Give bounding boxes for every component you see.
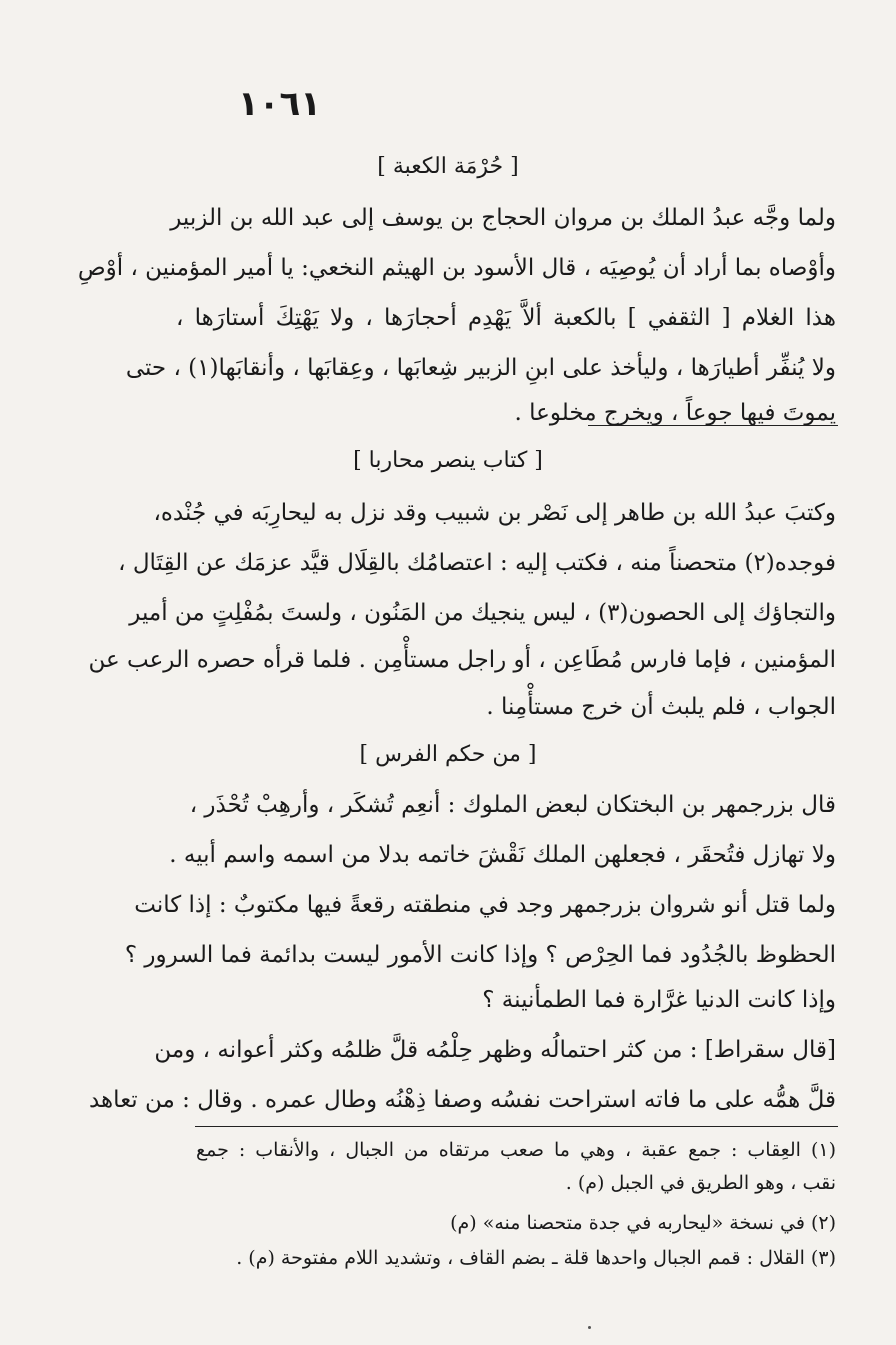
body-line: وكتبَ عبدُ الله بن طاهر إلى نَصْر بن شبيب وقد نزل به ليحارِبَه في جُنْده، [153, 500, 836, 526]
body-line: قال بزرجمهر بن البختكان لبعض الملوك : أنعِم تُشكَر ، وأرهِبْ تُحْذَر ، [189, 792, 836, 818]
body-line: هذا الغلام [ الثقفي ] بالكعبة ألاَّ يَهْدِم أحجارَها ، ولا يَهْتِكَ أستارَها ، [176, 305, 836, 331]
body-line: ولا يُنفِّر أطيارَها ، وليأخذ على ابنِ الزبير شِعابَها ، وعِقابَها ، وأنقابَها(١) ، حتى [125, 355, 836, 381]
footnote-separator [195, 1126, 838, 1127]
footnote-line: (١) العِقاب : جمع عقبة ، وهي ما صعب مرتقاه من الجبال ، والأنقاب : جمع [196, 1139, 836, 1161]
separator-rule [588, 425, 838, 426]
section-heading-persian-wisdom: [ من حكم الفرس ] [359, 742, 537, 767]
footnote-line: (٢) في نسخة «ليحاربه في جدة متحصنا منه» (م) [450, 1212, 836, 1234]
section-heading-letter: [ كتاب ينصر محاربا ] [353, 448, 543, 473]
body-line: الحظوظ بالجُدُود فما الحِرْص ؟ وإذا كانت الأمور ليست بدائمة فما السرور ؟ [124, 942, 836, 968]
body-line: ولا تهازل فتُحقَر ، فجعلهن الملك نَقْشَ خاتمه بدلا من اسمه واسم أبيه . [169, 842, 836, 868]
body-line: يموتَ فيها جوعاً ، ويخرج مخلوعا . [514, 400, 836, 426]
body-line: [قال سقراط] : من كثر احتمالُه وظهر حِلْمُه قلَّ ظلمُه وكثر أعوانه ، ومن [154, 1037, 836, 1063]
body-line: فوجده(٢) متحصناً منه ، فكتب إليه : اعتصامُك بالقِلَال قيَّد عزمَك عن القِتَال ، [118, 550, 836, 576]
footnote-line: (٣) القلال : قمم الجبال واحدها قلة ـ بضم القاف ، وتشديد اللام مفتوحة (م) . [236, 1247, 836, 1269]
body-line: والتجاؤك إلى الحصون(٣) ، ليس ينجيك من المَنُون ، ولستَ بمُفْلِتٍ من أمير [129, 600, 836, 626]
body-line: وإذا كانت الدنيا غرَّارة فما الطمأنينة ؟ [482, 987, 836, 1013]
body-line: وأوْصاه بما أراد أن يُوصِيَه ، قال الأسود بن الهيثم النخعي: يا أمير المؤمنين ، أوْصِ [77, 255, 836, 281]
print-speck [588, 1326, 591, 1329]
section-heading-kaaba: [ حُرْمَة الكعبة ] [377, 154, 519, 179]
body-line: قلَّ همُّه على ما فاته استراحت نفسُه وصفا ذِهْنُه وطال عمره . وقال : من تعاهد [88, 1087, 836, 1113]
body-line: الجواب ، فلم يلبث أن خرج مستأْمِنا . [486, 694, 836, 720]
body-line: ولما قتل أنو شروان بزرجمهر وجد في منطقته رقعةً فيها مكتوبٌ : إذا كانت [134, 892, 836, 918]
body-line: ولما وجَّه عبدُ الملك بن مروان الحجاج بن يوسف إلى عبد الله بن الزبير [170, 205, 836, 231]
footnote-line: نقب ، وهو الطريق في الجبل (م) . [565, 1172, 836, 1194]
page-number: ١٠٦١ [238, 84, 322, 124]
body-line: المؤمنين ، فإما فارس مُطَاعِن ، أو راجل مستأْمِن . فلما قرأه حصره الرعب عن [88, 647, 836, 673]
